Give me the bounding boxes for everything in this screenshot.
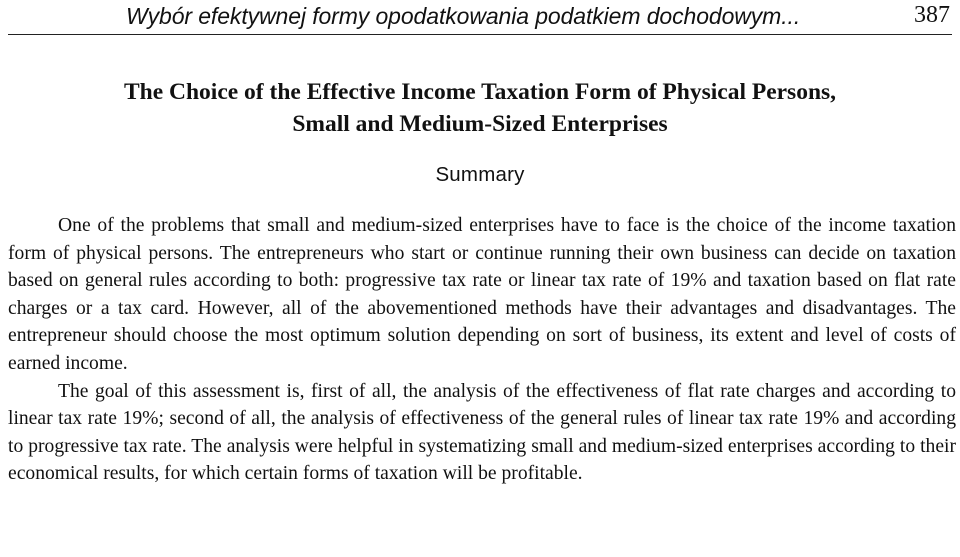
summary-paragraph-2: The goal of this assessment is, first of all, the analysis of the effectiveness of flat rate charges and according to linear tax rate 19%; second of all, the analysis of effectiveness of the general rules of linear tax rate 19% and according to progressive tax rate. The analysis were helpful in systematizing small and medium-sized enterprises according to their economical results, for which certain forms of taxation will be profitable. [8,380,956,485]
summary-heading: Summary [435,163,525,186]
summary-body [8,212,956,488]
page-number: 387 [914,2,950,28]
running-header [8,0,952,35]
article-title-line-1: The Choice of the Effective Income Taxation Form of Physical Persons, [123,79,837,105]
running-title: Wybór efektywnej formy opodatkowania podatkiem dochodowym... [126,3,801,29]
summary-paragraph-1: One of the problems that small and medium-sized enterprises have to face is the choice of the income taxation form of physical persons. The entrepreneurs who start or continue running their own business can decide on taxation based on general rules according to both: progressive tax rate or linear tax rate of 19% and taxation based on flat rate charges or a tax card. However, all of the abovementioned methods have their advantages and disadvantages. The entrepreneur should choose the most optimum solution depending on sort of business, its extent and level of costs of earned income. [8,215,956,374]
article-title [0,76,960,140]
article-title-line-2: Small and Medium-Sized Enterprises [292,111,668,137]
